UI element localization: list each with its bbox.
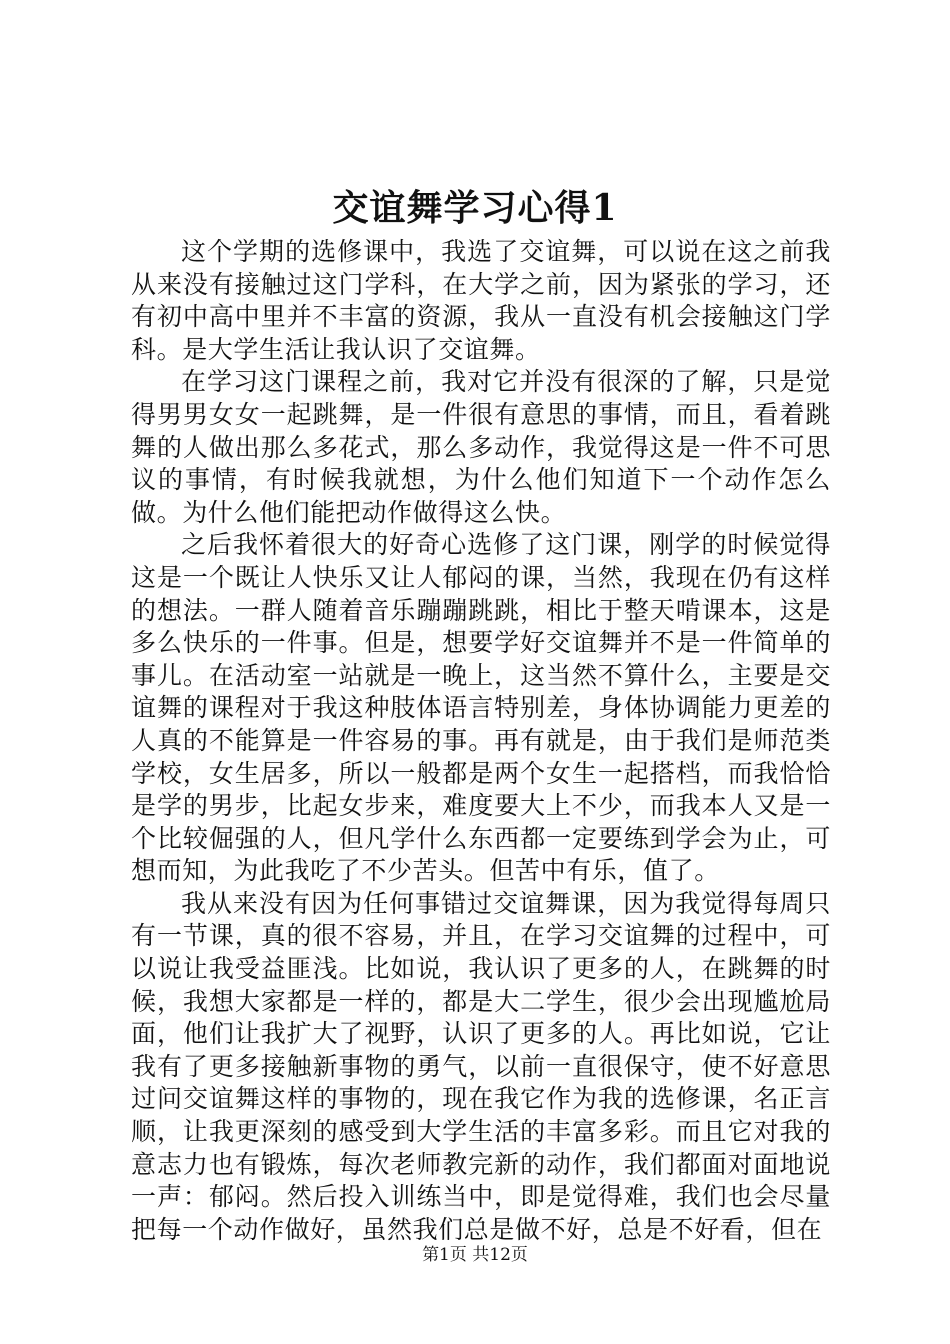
page-footer: 第1页 共12页: [422, 1245, 528, 1265]
paragraph-2: 在学习这门课程之前，我对它并没有很深的了解，只是觉得男男女女一起跳舞，是一件很有意思的事情，而且，看着跳舞的人做出那么多花式，那么多动作，我觉得这是一件不可思议的事情，有时候我就想，为什么他们知道下一个动作怎么做。为什么他们能把动作做得这么快。: [131, 367, 831, 527]
document-title: 交谊舞学习心得1: [332, 187, 618, 229]
document-body: [131, 236, 831, 1246]
paragraph-3: 之后我怀着很大的好奇心选修了这门课，刚学的时候觉得这是一个既让人快乐又让人郁闷的课，当然，我现在仍有这样的想法。一群人随着音乐蹦蹦跳跳，相比于整天啃课本，这是多么快乐的一件事。但是，想要学好交谊舞并不是一件简单的事儿。在活动室一站就是一晚上，这当然不算什么，主要是交谊舞的课程对于我这种肢体语言特别差，身体协调能力更差的人真的不能算是一件容易的事。再有就是，由于我们是师范类学校，女生居多，所以一般都是两个女生一起搭档，而我恰恰是学的男步，比起女步来，难度要大上不少，而我本人又是一个比较倔强的人，但凡学什么东西都一定要练到学会为止，可想而知，为此我吃了不少苦头。但苦中有乐，值了。: [131, 530, 831, 886]
paragraph-1: 这个学期的选修课中，我选了交谊舞，可以说在这之前我从来没有接触过这门学科，在大学之前，因为紧张的学习，还有初中高中里并不丰富的资源，我从一直没有机会接触这门学科。是大学生活让我认识了交谊舞。: [131, 237, 831, 364]
paragraph-4: 我从来没有因为任何事错过交谊舞课，因为我觉得每周只有一节课，真的很不容易，并且，在学习交谊舞的过程中，可以说让我受益匪浅。比如说，我认识了更多的人，在跳舞的时候，我想大家都是一样的，都是大二学生，很少会出现尴尬局面，他们让我扩大了视野，认识了更多的人。再比如说，它让我有了更多接触新事物的勇气，以前一直很保守，使不好意思过问交谊舞这样的事物的，现在我它作为我的选修课，名正言顺，让我更深刻的感受到大学生活的丰富多彩。而且它对我的意志力也有锻炼，每次老师教完新的动作，我们都面对面地说一声：郁闷。然后投入训练当中，即是觉得难，我们也会尽量把每一个动作做好，虽然我们总是做不好，总是不好看，但在: [131, 888, 831, 1244]
